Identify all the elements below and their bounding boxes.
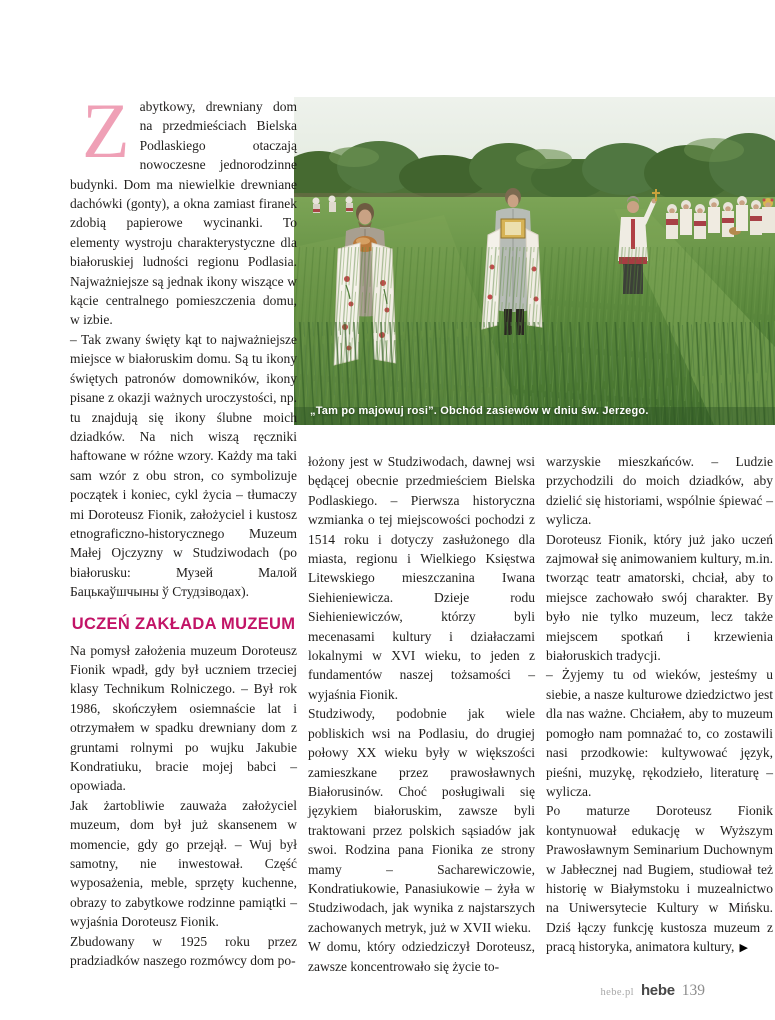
magazine-logo: hebe [640, 982, 675, 999]
drop-cap: Z [82, 87, 130, 174]
procession-photo [294, 97, 775, 425]
paragraph: – Żyjemy tu od wieków, jesteśmy u siebie, a nasze kulturowe dziedzictwo jest dla nas ważne. Chciałem, aby to muzeum pomogło nam pomnażać to, co zostawili nasi przodkowie: kultywować język, pieśni, muzykę, rękodzieło, literaturę – wylicza. [546, 667, 773, 799]
paragraph: Zbudowany w 1925 roku przez pradziadków naszego rozmówcy dom po- [70, 933, 297, 969]
paragraph [70, 87, 297, 330]
paragraph: warzyskie mieszkańców. – Ludzie przychodzili do moich dziadków, aby dzielić się historiami, wspólnie śpiewać – wylicza. [546, 454, 773, 528]
paragraph [546, 801, 773, 957]
section-heading: UCZEŃ ZAKŁADA MUZEUM [71, 614, 296, 633]
paragraph: – Tak zwany święty kąt to najważniejsze miejsce w białoruskim domu. Są tu ikony świętych patronów domowników, ikony pisane z okazji ważnych uroczystości, np. tu znajdują się ikony ślubne moich dziadków. Na nich wiszą ręczniki haftowane w różne wzory. Każdy ma taki sam wzór z obu stron, co symbolizuje początek i koniec, cykl życia – tłumaczy mi Doroteusz Fionik, założyciel i kustosz etnograficzno-historycznego Muzeum Małej Ojczyzny w Studziwodach (po białorusku: Музей Малой Бацькаўшчыны ў Студзіводах). [70, 331, 297, 600]
page-footer [601, 982, 705, 1000]
paragraph-text: abytkowy, drewniany dom na przedmieściach Bielska Podlaskiego otaczają nowoczesne jednorodzinne budynki. Dom ma niewielkie drewniane dachówki (gonty), a okna zamiast firanek zdobią papierowe wycinanki. To elementy wystroju charakterystyczne dla białoruskiej ludności regionu Podlasia. Najważniejsze są jednak ikony wiszące w kącie centralnego pomieszczenia domu, w izbie. [70, 99, 297, 328]
article-column-3 [546, 452, 773, 958]
paragraph: W domu, który odziedziczył Doroteusz, zawsze koncentrowało się życie to- [308, 939, 535, 974]
photo-caption: „Tam po majowuj rosi”. Obchód zasiewów w dniu św. Jerzego. [310, 405, 649, 417]
paragraph: Studziwody, podobnie jak wiele pobliskich wsi na Podlasiu, do drugiej połowy XX wieku były w większości zamieszkane przez prawosławnych Białorusinów. Choć posługiwali się językiem białoruskim, zawsze byli traktowani przez polskich sąsiadów jak swoi. Rodzina pana Fionika ze strony mamy – Sacharewiczowie, Kondratiukowie, Panasiukowie – żyła w Studziwodach, jak wynika z najstarszych zachowanych metryk, już w XVII wieku. [308, 706, 535, 935]
paragraph: łożony jest w Studziwodach, dawnej wsi będącej obecnie przedmieściem Bielska Podlaskiego. – Pierwsza historyczna wzmianka o tej miejscowości pochodzi z 1514 roku i dotyczy zasłużonego dla miasta, regionu i Wielkiego Księstwa Litewskiego mieszczanina Iwana Siehieniewicza. Dzieje rodu Siehieniewiczów, którzy byli mecenasami kultury i działaczami lokalnymi w XVI wieku, to jeden z fundamentów naszej tożsamości – wyjaśnia Fionik. [308, 454, 535, 702]
article-column-2 [308, 452, 535, 976]
paragraph: Na pomysł założenia muzeum Doroteusz Fionik wpadł, gdy był uczniem trzeciej klasy Technikum Rolniczego. – Był rok 1986, skończyłem osiemnaście lat i otrzymałem w spadku drewniany dom z gruntami rolnymi po wujku Jakubie Kondratiuku, bracie mojej babci – opowiada. [70, 642, 297, 794]
continuation-arrow-icon: ▶ [739, 941, 748, 955]
paragraph: Doroteusz Fionik, który już jako uczeń zajmował się animowaniem kultury, m.in. tworząc teatr amatorski, chciał, aby to miejsce zachowało swój charakter. By było nie tylko muzeum, lecz także miejscem spotkań i krzewienia białoruskich tradycji. [546, 531, 773, 664]
paragraph-text: Po maturze Doroteusz Fionik kontynuował edukację w Wyższym Prawosławnym Seminarium Duchownym w Jabłecznej nad Bugiem, studiował też historię w Białymstoku i muzealnictwo na Uniwersytecie Kultury w Mińsku. Dziś łączy funkcję kustosza muzeum z pracą historyka, animatora kultury, [546, 803, 773, 955]
page-number: 139 [681, 982, 705, 999]
site-url: hebe.pl [600, 987, 634, 998]
paragraph: Jak żartobliwie zauważa założyciel muzeum, dom był już skansenem w momencie, gdy go przejął. – Wuj był samotny, nie inwestował. Część wyposażenia, meble, sprzęty kuchenne, obrazy to zabytkowe rodzinne pamiątki – wyjaśnia Doroteusz Fionik. [70, 797, 297, 930]
procession-photo-illustration [294, 97, 775, 425]
article-column-1 [70, 87, 297, 970]
